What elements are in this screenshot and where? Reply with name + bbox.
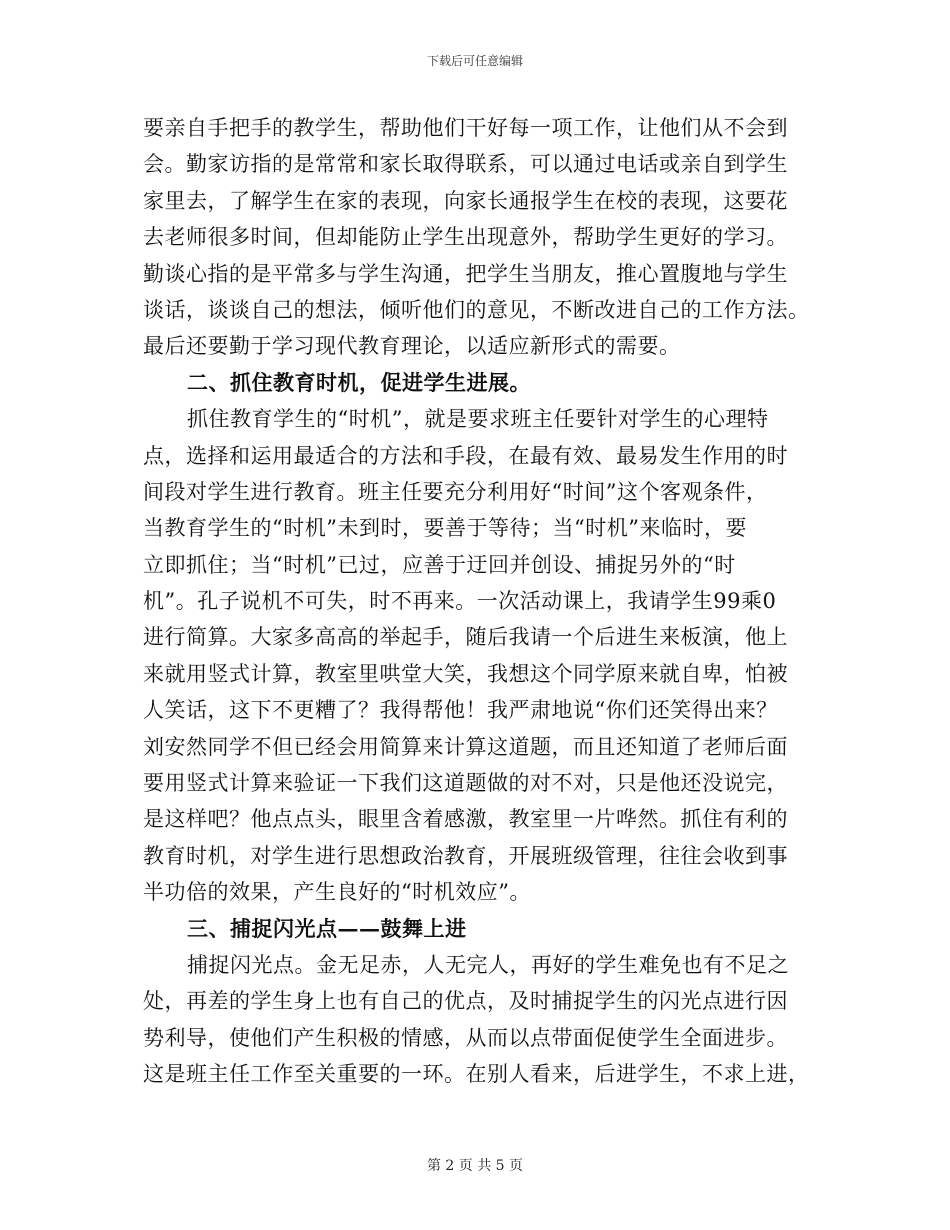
text-line: 家里去，了解学生在家的表现，向家长通报学生在校的表现，这要花 [143, 188, 788, 213]
text-line: 要亲自手把手的教学生，帮助他们干好每一项工作，让他们从不会到 [143, 116, 788, 140]
text-line: 机”。孔子说机不可失，时不再来。一次活动课上，我请学生99乘0 [143, 589, 777, 614]
text-line: 捕捉闪光点。金无足赤，人无完人，再好的学生难免也有不足之 [187, 952, 789, 977]
text-line: 来就用竖式计算，教室里哄堂大笑，我想这个同学原来就自卑，怕被 [143, 661, 788, 686]
text-line: 当教育学生的“时机”未到时，要善于等待；当“时机”来临时，要 [143, 516, 747, 541]
page-footer: 第 2 页 共 5 页 [426, 1158, 524, 1174]
text-line: 教育时机，对学生进行思想政治教育，开展班级管理，往往会收到事 [143, 843, 788, 868]
text-line: 势利导，使他们产生积极的情感，从而以点带面促使学生全面进步。 [143, 1025, 788, 1050]
text-line: 去老师很多时间，但却能防止学生出现意外，帮助学生更好的学习。 [143, 225, 788, 250]
text-line: 刘安然同学不但已经会用简算来计算这道题，而且还知道了老师后面 [143, 734, 788, 759]
text-line: 勤谈心指的是平常多与学生沟通，把学生当朋友，推心置腹地与学生 [143, 261, 788, 286]
text-line: 会。勤家访指的是常常和家长取得联系，可以通过电话或亲自到学生 [143, 152, 788, 177]
section-heading-2: 二、抓住教育时机，促进学生进展。 [187, 369, 531, 395]
text-line: 半功倍的效果，产生良好的“时机效应”。 [143, 880, 531, 905]
text-line: 间段对学生进行教育。班主任要充分利用好“时间”这个客观条件， [143, 479, 768, 504]
text-line: 这是班主任工作至关重要的一环。在别人看来，后进学生，不求上进， [143, 1062, 810, 1087]
text-line: 抓住教育学生的“时机”，就是要求班主任要针对学生的心理特 [187, 407, 769, 432]
text-line: 进行简算。大家多高高的举起手，随后我请一个后进生来板演，他上 [143, 625, 788, 650]
section-heading-3: 三、捕捉闪光点——鼓舞上进 [187, 915, 467, 941]
document-body [143, 110, 811, 1093]
text-line: 最后还要勤于学习现代教育理论，以适应新形式的需要。 [143, 334, 681, 359]
text-line: 点，选择和运用最适合的方法和手段，在最有效、最易发生作用的时 [143, 443, 788, 468]
text-line: 谈话，谈谈自己的想法，倾听他们的意见，不断改进自己的工作方法。 [143, 297, 810, 322]
page-header: 下载后可任意编辑 [426, 54, 523, 68]
text-line: 立即抓住；当“时机”已过，应善于迂回并创设、捕捉另外的“时 [143, 552, 736, 577]
text-line: 要用竖式计算来验证一下我们这道题做的对不对，只是他还没说完， [143, 771, 788, 796]
text-line: 处，再差的学生身上也有自己的优点，及时捕捉学生的闪光点进行因 [143, 989, 788, 1014]
text-line: 人笑话，这下不更糟了？我得帮他！我严肃地说“你们还笑得出来？ [143, 698, 778, 723]
text-line: 是这样吧？他点点头，眼里含着感激，教室里一片哗然。抓住有利的 [143, 807, 788, 832]
